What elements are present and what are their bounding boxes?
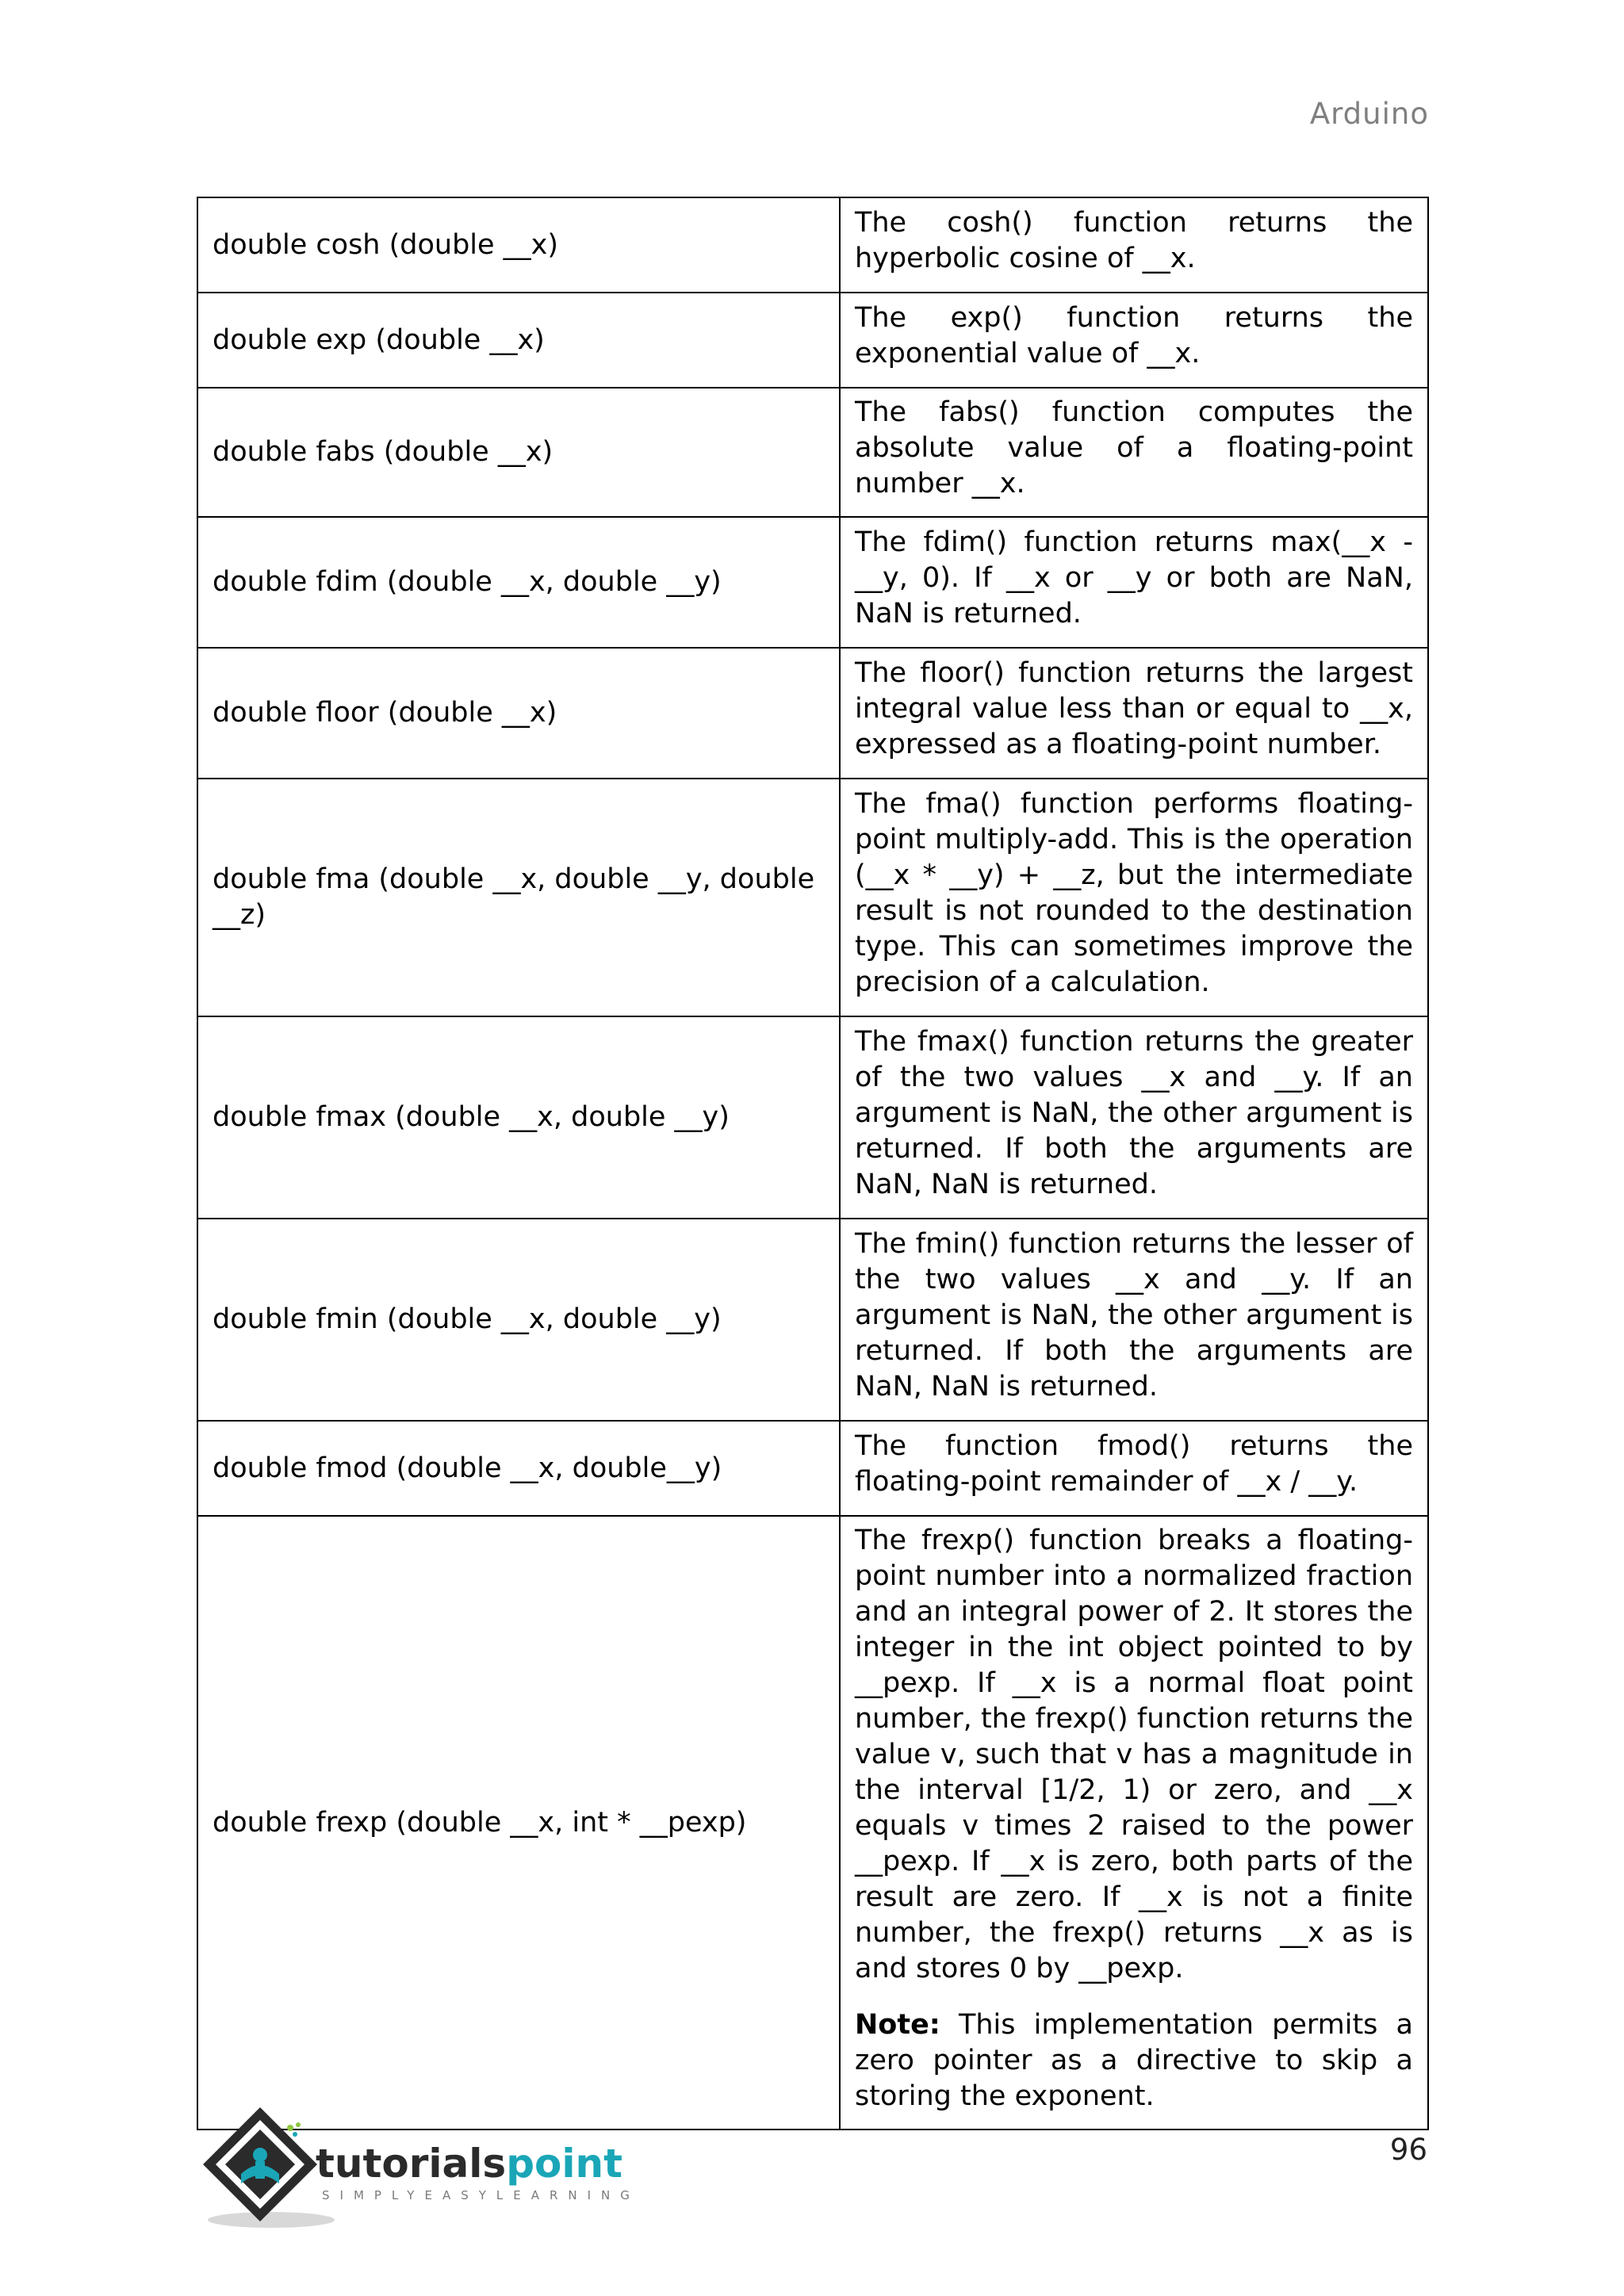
logo-text-accent: point [506,2141,622,2187]
function-signature: double fdim (double __x, double __y) [197,517,840,648]
function-description: The fmin() function returns the lesser of the two values __x and __y. If an argument is NaN, the other argument is returned. If both the arguments are NaN, NaN is returned. [840,1219,1428,1421]
table-row [197,779,1428,1016]
function-description-cell [840,1516,1428,2130]
table-row [197,1421,1428,1516]
table-row [197,293,1428,388]
function-description: The exp() function returns the exponential value of __x. [840,293,1428,388]
function-signature: double fma (double __x, double __y, double __z) [197,779,840,1016]
function-signature: double fabs (double __x) [197,388,840,517]
function-signature: double fmin (double __x, double __y) [197,1219,840,1421]
note-text: This implementation permits a zero pointer as a directive to skip a storing the exponent. [855,2009,1413,2112]
logo-text-main: tutorials [316,2141,507,2187]
function-description: The fabs() function computes the absolute value of a floating-point number __x. [840,388,1428,517]
note-label: Note: [855,2009,940,2041]
function-signature: double fmax (double __x, double __y) [197,1016,840,1219]
function-description: The function fmod() returns the floating-point remainder of __x / __y. [840,1421,1428,1516]
note-paragraph [855,2007,1413,2114]
function-signature: double exp (double __x) [197,293,840,388]
function-description: The cosh() function returns the hyperbolic cosine of __x. [840,197,1428,293]
table-row [197,1016,1428,1219]
table-row [197,197,1428,293]
function-table [197,197,1429,2130]
page-header-title: Arduino [1309,97,1429,131]
table-row [197,517,1428,648]
function-signature: double floor (double __x) [197,648,840,779]
function-signature: double frexp (double __x, int * __pexp) [197,1516,840,2130]
function-description: The floor() function returns the largest integral value less than or equal to __x, expressed as a floating-point number. [840,648,1428,779]
table-row [197,1219,1428,1421]
table-row [197,648,1428,779]
page-number: 96 [1389,2133,1427,2167]
logo-diamond-icon [203,2107,317,2221]
function-description: The fmax() function returns the greater of the two values __x and __y. If an argument is NaN, the other argument is returned. If both the arguments are NaN, NaN is returned. [840,1016,1428,1219]
svg-text:tutorialspoint [316,2141,622,2187]
function-signature: double fmod (double __x, double__y) [197,1421,840,1516]
function-description: The fdim() function returns max(__x - __y, 0). If __x or __y or both are NaN, NaN is returned. [840,517,1428,648]
function-description: The frexp() function breaks a floating-point number into a normalized fraction and an integral power of 2. It stores the integer in the int object pointed to by __pexp. If __x is a normal float point number, the frexp() function returns the value v, such that v has a magnitude in the interval [1/2, 1) or zero, and __x equals v times 2 raised to the power __pexp. If __x is zero, both parts of the result are zero. If __x is not a finite number, the frexp() returns __x as is and stores 0 by __pexp. [855,1525,1413,1984]
logo-tagline: SIMPLYEASYLEARNING [322,2188,640,2202]
function-description: The fma() function performs floating-point multiply-add. This is the operation (__x * __y) + __z, but the intermediate result is not rounded to the destination type. This can sometimes improve the precision of a calculation. [840,779,1428,1016]
tutorialspoint-logo [197,2101,641,2244]
table-row [197,1516,1428,2130]
function-signature: double cosh (double __x) [197,197,840,293]
table-row [197,388,1428,517]
